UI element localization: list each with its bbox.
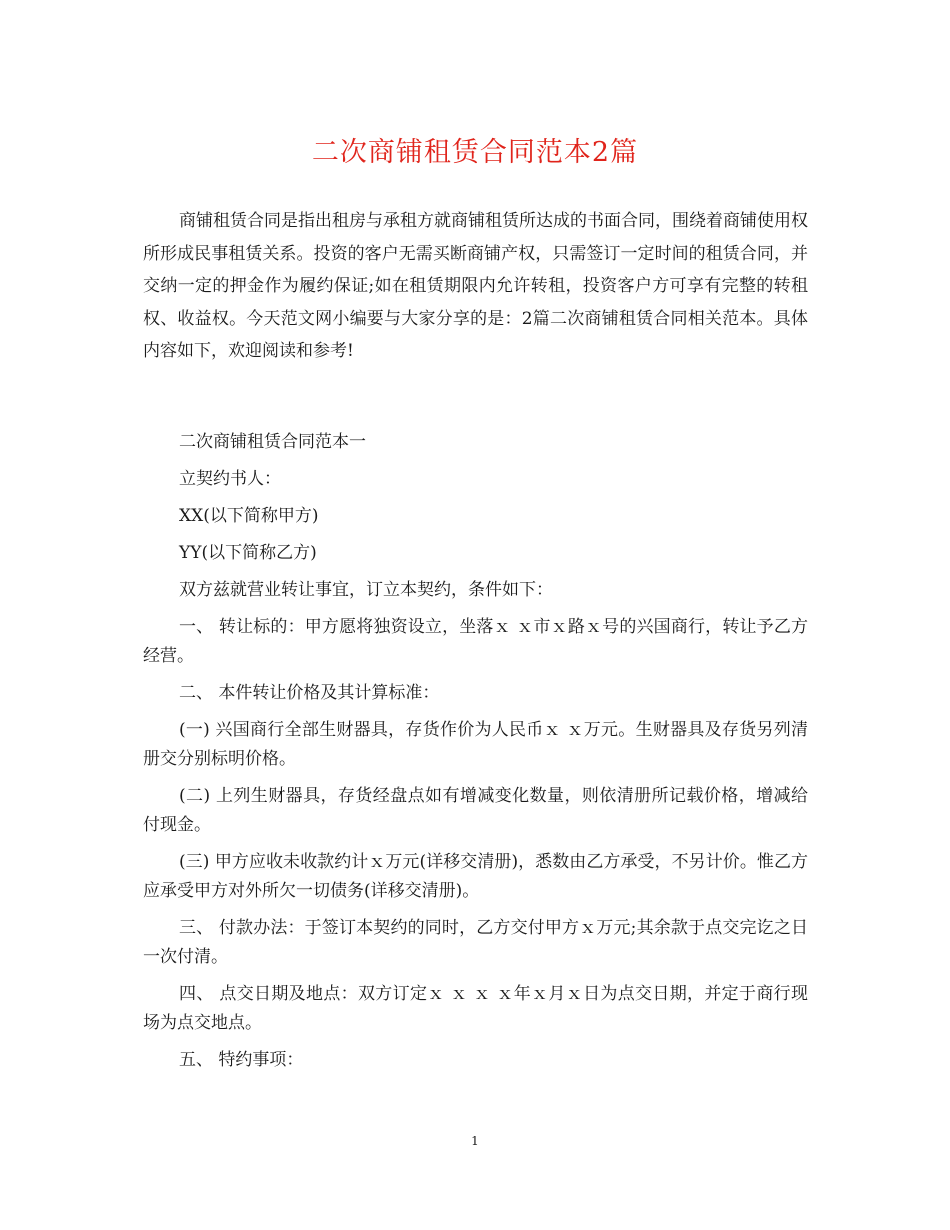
clause-2-2: (二) 上列生财器具，存货经盘点如有增减变化数量，则依清册所记载价格，增减给付现金。	[143, 785, 808, 835]
page-number: 1	[471, 1134, 479, 1148]
clause-4: 四、 点交日期及地点：双方订定ｘ ｘ ｘ ｘ年ｘ月ｘ日为点交日期，并定于商行现场为点交地点。	[143, 983, 808, 1033]
section-gap	[143, 368, 808, 428]
contract-line: 立契约书人：	[179, 468, 281, 489]
clause-1: 一、 转让标的：甲方愿将独资设立，坐落ｘ ｘ市ｘ路ｘ号的兴国商行，转让予乙方经营。	[143, 616, 808, 666]
contract-heading: 二次商铺租赁合同范本一	[179, 431, 366, 452]
clause-5: 五、 特约事项：	[179, 1049, 304, 1070]
document-title: 二次商铺租赁合同范本2篇	[311, 137, 639, 168]
clause-2: 二、 本件转让价格及其计算标准：	[179, 682, 440, 703]
contract-clauses	[143, 428, 808, 1075]
party-a: XX(以下简称甲方)	[179, 505, 319, 526]
clause-2-3: (三) 甲方应收未收款约计ｘ万元(详移交清册)，悉数由乙方承受，不另计价。惟乙方应承受甲方对外所欠一切债务(详移交清册)。	[143, 851, 808, 901]
contract-line: 双方兹就营业转让事宜，订立本契约，条件如下：	[179, 579, 553, 600]
clause-3: 三、 付款办法：于签订本契约的同时，乙方交付甲方ｘ万元;其余款于点交完讫之日一次付清。	[143, 917, 808, 967]
party-b: YY(以下简称乙方)	[179, 542, 317, 563]
document-body	[143, 205, 808, 1083]
intro-paragraph	[143, 205, 808, 368]
clause-2-1: (一) 兴国商行全部生财器具，存货作价为人民币ｘ ｘ万元。生财器具及存货另列清册交分别标明价格。	[143, 719, 808, 769]
intro-text: 商铺租赁合同是指出租房与承租方就商铺租赁所达成的书面合同，围绕着商铺使用权所形成民事租赁关系。投资的客户无需买断商铺产权，只需签订一定时间的租赁合同，并交纳一定的押金作为履约保证;如在租赁期限内允许转租，投资客户方可享有完整的转租权、收益权。今天范文网小编要与大家分享的是：2篇二次商铺租赁合同相关范本。具体内容如下，欢迎阅读和参考!	[143, 211, 808, 361]
